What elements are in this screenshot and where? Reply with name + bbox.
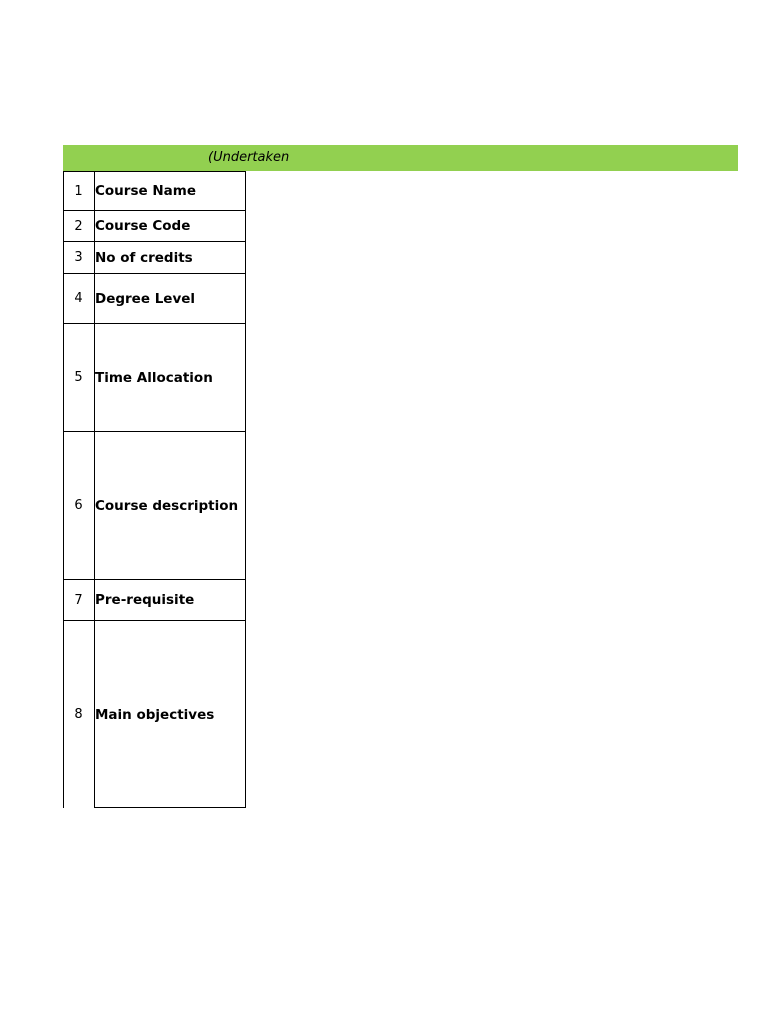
table-row (63, 274, 246, 323)
row-number: 8 (74, 707, 83, 722)
section-header-text: (Undertaken (208, 150, 290, 165)
row-label-credits: No of credits (95, 249, 193, 266)
table-row (63, 432, 246, 579)
row-label-main-objectives: Main objectives (95, 706, 215, 723)
row-label-degree-level: Degree Level (95, 290, 196, 307)
row-number: 7 (74, 592, 83, 608)
row-number: 2 (74, 218, 83, 234)
table-row (63, 211, 246, 241)
row-label-course-name: Course Name (95, 183, 196, 199)
row-number: 5 (74, 370, 83, 385)
table-row (63, 172, 246, 210)
row-label-pre-requisite: Pre-requisite (95, 592, 195, 608)
row-number: 6 (74, 498, 83, 513)
row-label-time-allocation: Time Allocation (95, 369, 213, 386)
row-label-course-code: Course Code (95, 218, 191, 234)
row-label-course-description: Course description (95, 497, 239, 514)
table-row (63, 580, 246, 620)
row-number: 4 (74, 291, 83, 306)
table-row (63, 242, 246, 273)
table-row (63, 324, 246, 431)
table-row (63, 621, 246, 808)
row-number: 3 (74, 250, 83, 265)
row-number: 1 (74, 183, 83, 199)
